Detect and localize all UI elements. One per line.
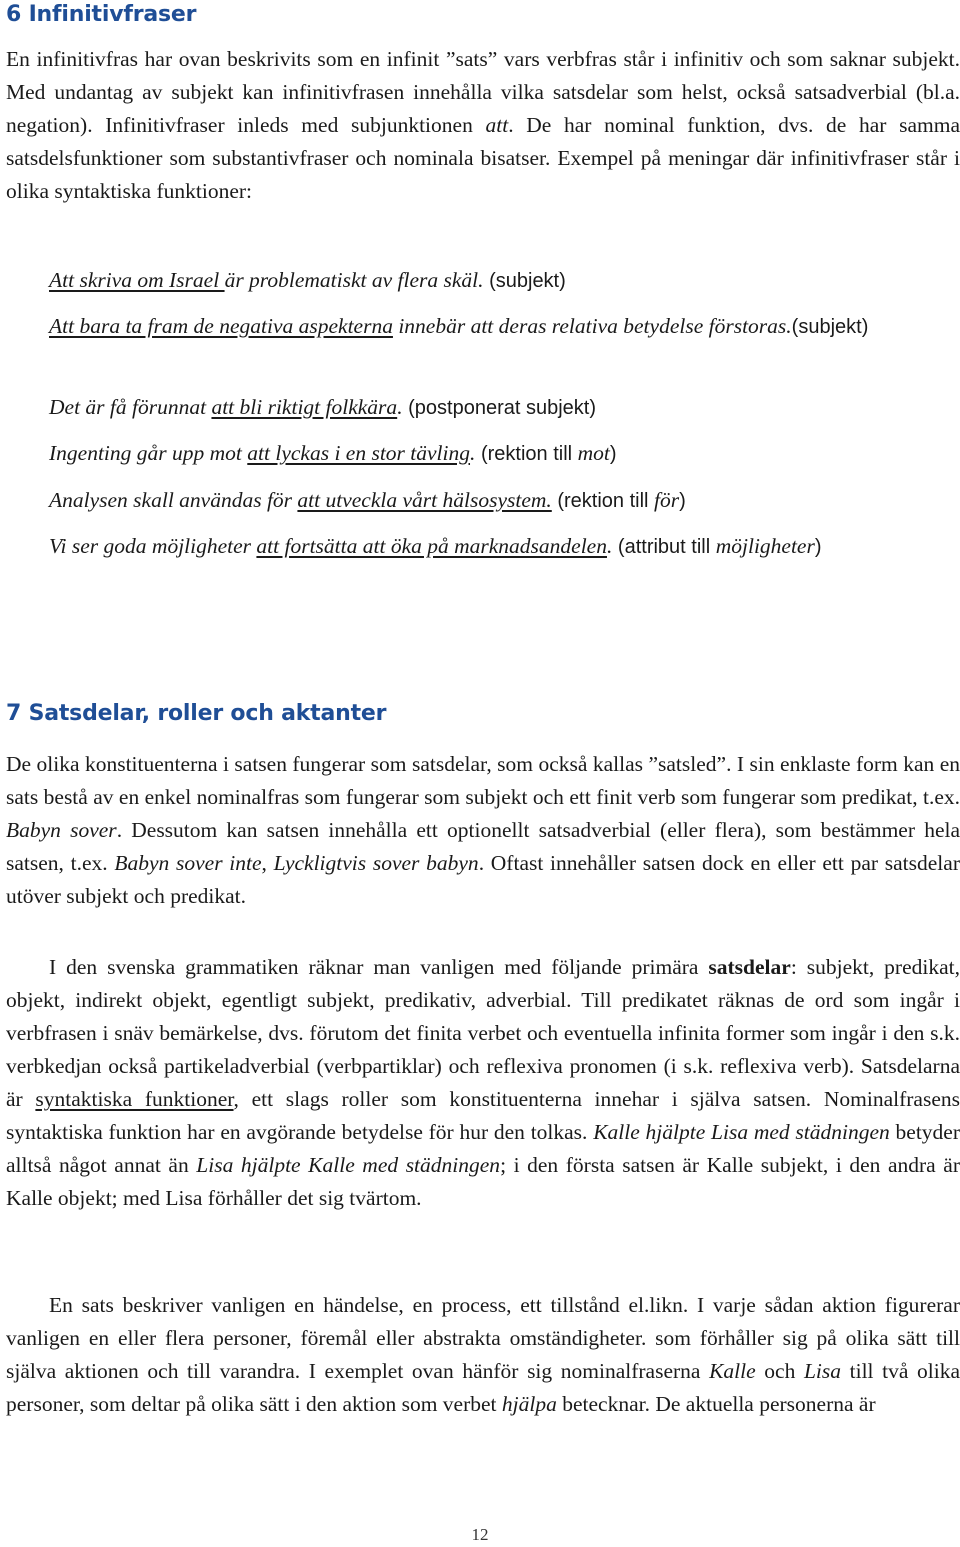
example-text: . <box>397 395 403 419</box>
example-3 <box>49 391 949 425</box>
text-run: till två olika personer, som deltar på olika sätt i den aktion som verbet <box>6 1359 960 1416</box>
function-label: (subjekt) <box>483 270 566 292</box>
text-run: . Oftast innehåller satsen dock en eller ett par satsdelar utöver subjekt och predikat. <box>6 851 960 908</box>
section-7-paragraph-3 <box>6 1289 960 1421</box>
example-text: är problematiskt av flera skäl. <box>224 268 484 292</box>
italic-example: Lyckligtvis sover babyn <box>273 851 479 875</box>
function-label-word: möjligheter <box>715 534 815 558</box>
underlined-phrase: att lyckas i en stor tävling <box>247 441 471 465</box>
underlined-phrase: att utveckla vårt hälsosystem. <box>297 488 552 512</box>
example-text: Analysen skall användas för <box>49 488 298 512</box>
function-label: (postponerat subjekt) <box>402 397 596 419</box>
text-run: En sats beskriver vanligen en händelse, en process, ett tillstånd el.likn. I varje sådan aktion figurerar vanligen en eller flera personer, föremål eller abstrakta omständigheter. som förhåller sig på olika sätt till själva aktionen och till varandra. I exemplet ovan hänför sig nominalfraserna <box>6 1293 960 1383</box>
function-label: ) <box>814 536 822 558</box>
example-text: Vi ser goda möjligheter <box>49 534 257 558</box>
section-6-paragraph <box>6 43 960 208</box>
section-6-heading: 6 Infinitivfraser <box>6 2 197 27</box>
example-1 <box>49 264 949 298</box>
example-5 <box>49 484 949 518</box>
text-run: En infinitivfras har ovan beskrivits som en infinit ”sats” vars verbfras står i infinitiv och som saknar subjekt. Med undantag av subjekt kan infinitivfrasen innehålla vilka satsdelar som helst, också satsadverbial (bl.a. negation). Infinitivfraser inleds med subjunktionen <box>6 47 960 137</box>
italic-example: hjälpa <box>501 1392 557 1416</box>
text-run: och <box>755 1359 804 1383</box>
function-label: (rektion till <box>551 490 655 512</box>
text-run: De olika konstituenterna i satsen fungerar som satsdelar, som också kallas ”satsled”. I sin enklaste form kan en sats bestå av en enkel nominalfras som fungerar som subjekt och ett finit verb som fungerar som predikat, t.ex. <box>6 752 960 809</box>
function-label: (attribut till <box>612 536 716 558</box>
text-run: ; i den första satsen är Kalle subjekt, i den andra är Kalle objekt; med Lisa förhåller det sig tvärtom. <box>6 1153 960 1210</box>
underlined-phrase: att fortsätta att öka på marknadsandelen <box>256 534 607 558</box>
example-6 <box>49 530 949 564</box>
italic-example: Lisa <box>803 1359 842 1383</box>
section-7-heading: 7 Satsdelar, roller och aktanter <box>6 701 387 726</box>
function-label: (subjekt) <box>791 316 869 338</box>
example-text: . <box>470 441 476 465</box>
underlined-phrase: att bli riktigt folkkära <box>211 395 398 419</box>
function-label: ) <box>679 490 686 512</box>
text-run: betyder alltså något annat än <box>6 1120 960 1177</box>
function-label-word: mot <box>577 441 610 465</box>
text-run: betecknar. De aktuella personerna är <box>556 1392 876 1416</box>
underlined-phrase: Att bara ta fram de negativa aspekterna <box>49 314 393 338</box>
section-7-paragraph-2 <box>6 951 960 1215</box>
function-label: ) <box>609 443 617 465</box>
italic-example: Kalle hjälpte Lisa med städningen <box>593 1120 890 1144</box>
text-run: I den svenska grammatiken räknar man vanligen med följande primära <box>49 955 709 979</box>
text-run: . Dessutom kan satsen innehålla ett optionellt satsadverbial (eller flera), som bestämmer hela satsen, t.ex. <box>6 818 960 875</box>
page-number: 12 <box>471 1525 489 1544</box>
italic-example: Kalle <box>709 1359 756 1383</box>
italic-example: Lisa hjälpte Kalle med städningen <box>196 1153 501 1177</box>
bold-term: satsdelar <box>708 955 791 979</box>
example-text: Ingenting går upp mot <box>49 441 248 465</box>
underlined-term: syntaktiska funktioner <box>35 1087 234 1111</box>
text-run: , <box>261 851 274 875</box>
function-label: (rektion till <box>475 443 578 465</box>
text-run: . De har nominal funktion, dvs. de har samma satsdelsfunktioner som substantivfraser och nominala bisatser. Exempel på meningar där infinitivfraser står i olika syntaktiska funktioner: <box>6 113 960 203</box>
section-7-paragraph-1 <box>6 748 960 913</box>
example-4 <box>49 437 949 471</box>
example-text: innebär att deras relativa betydelse förstoras. <box>392 314 792 338</box>
example-text: Det är få förunnat <box>49 395 212 419</box>
text-run: , ett slags roller som konstituenterna innehar i själva satsen. Nominalfrasens syntaktiska funktion har en avgörande betydelse för hur den tolkas. <box>6 1087 960 1144</box>
function-label-word: för <box>654 488 680 512</box>
example-text: . <box>606 534 613 558</box>
italic-example: Babyn sover <box>6 818 117 842</box>
italic-term: att <box>485 113 509 137</box>
example-2 <box>49 310 949 344</box>
text-run: : subjekt, predikat, objekt, indirekt objekt, egentligt subjekt, predikativ, adverbial. Till predikatet räknas de ord som ingår i verbfrasen i snäv bemärkelse, dvs. förutom det finita verbet och eventuella infinita former som ingår i den s.k. verbkedjan också partikeladverbial (verbpartiklar) och reflexiva pronomen (i s.k. reflexiva verb). Satsdelarna är <box>6 955 960 1111</box>
underlined-phrase: Att skriva om Israel <box>49 268 225 292</box>
italic-example: Babyn sover inte <box>114 851 262 875</box>
